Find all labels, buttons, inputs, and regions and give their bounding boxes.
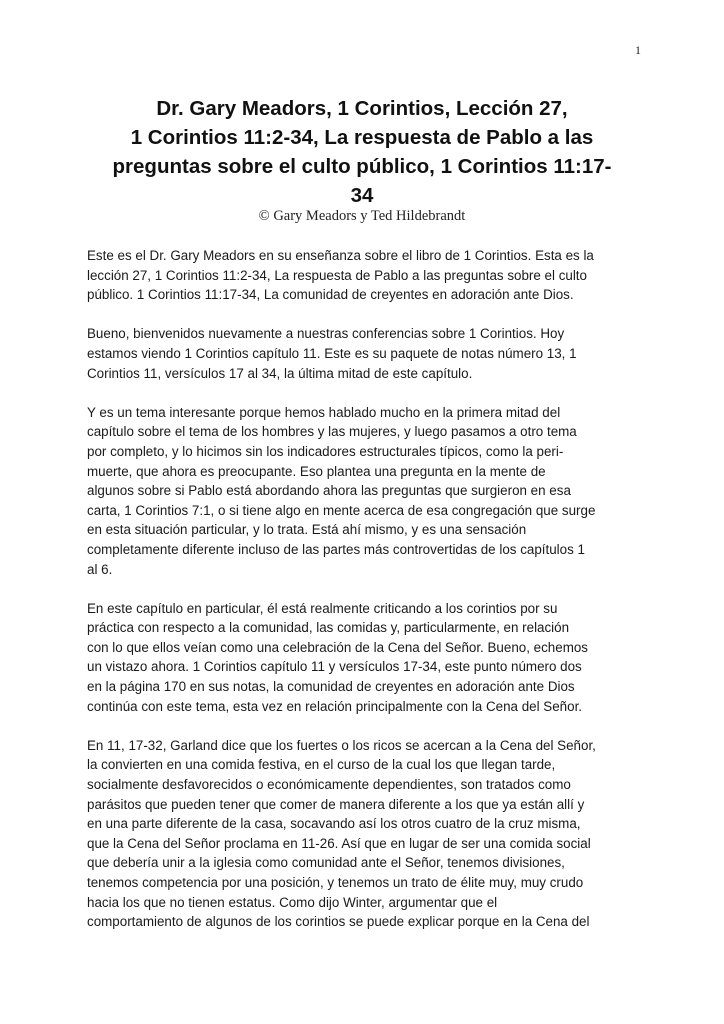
text-line: En este capítulo en particular, él está realmente criticando a los corintios por su: [87, 600, 558, 616]
text-line: que la Cena del Señor proclama en 11-26. Así que en lugar de ser una comida social: [87, 835, 591, 851]
paragraph-3: [87, 403, 643, 579]
text-line: con lo que ellos veían como una celebración de la Cena del Señor. Bueno, echemos: [87, 639, 588, 655]
text-line: en una parte diferente de la casa, socavando así los otros cuatro de la cruz misma,: [87, 816, 581, 832]
document-body: [87, 246, 643, 951]
text-line: muerte, que ahora es preocupante. Eso plantea una pregunta en la mente de: [87, 463, 546, 479]
text-line: en la página 170 en sus notas, la comunidad de creyentes en adoración ante Dios: [87, 679, 575, 695]
text-line: por completo, y lo hicimos sin los indicadores estructurales típicos, como la peri-: [87, 443, 564, 459]
text-line: público. 1 Corintios 11:17-34, La comunidad de creyentes en adoración ante Dios.: [87, 287, 574, 303]
text-line: Y es un tema interesante porque hemos hablado mucho en la primera mitad del: [87, 404, 561, 420]
text-line: estamos viendo 1 Corintios capítulo 11. Este es su paquete de notas número 13, 1: [87, 345, 577, 361]
text-line: tenemos competencia por una posición, y tenemos un trato de élite muy, muy crudo: [87, 875, 584, 890]
text-line: Corintios 11, versículos 17 al 34, la última mitad de este capítulo.: [87, 365, 473, 381]
text-line: Este es el Dr. Gary Meadors en su enseñanza sobre el libro de 1 Corintios. Esta es la: [87, 248, 594, 263]
text-line: En 11, 17-32, Garland dice que los fuertes o los ricos se acercan a la Cena del Señor,: [87, 737, 596, 753]
title-line: 34: [350, 184, 374, 207]
text-line: hacia los que no tienen estatus. Como dijo Winter, argumentar que el: [87, 894, 498, 910]
copyright-notice: © Gary Meadors y Ted Hildebrandt: [258, 208, 466, 224]
text-line: socialmente desfavorecidos o económicamente dependientes, son tratados como: [87, 777, 571, 793]
paragraph-2: [87, 324, 643, 383]
text-line: en esta situación particular, y lo trata. Está ahí mismo, y es una sensación: [87, 522, 527, 538]
title-line: Dr. Gary Meadors, 1 Corintios, Lección 27,: [156, 97, 568, 120]
text-line: lección 27, 1 Corintios 11:2-34, La respuesta de Pablo a las preguntas sobre el culto: [87, 267, 587, 283]
paragraph-5: [87, 736, 643, 932]
text-line: parásitos que pueden tener que comer de manera diferente a los que ya están allí y: [87, 796, 585, 812]
page-number: 1: [635, 43, 641, 57]
document-title: [86, 94, 638, 210]
paragraph-1: [87, 246, 643, 305]
title-line: preguntas sobre el culto público, 1 Corintios 11:17-: [112, 155, 612, 178]
text-line: capítulo sobre el tema de los hombres y las mujeres, y luego pasamos a otro tema: [87, 424, 577, 440]
text-line: algunos sobre si Pablo está abordando ahora las preguntas que surgieron en esa: [87, 483, 571, 499]
text-line: carta, 1 Corintios 7:1, o si tiene algo en mente acerca de esa congregación que surge: [87, 502, 596, 518]
text-line: que debería unir a la iglesia como comunidad ante el Señor, tenemos divisiones,: [87, 855, 565, 871]
paragraph-4: [87, 599, 643, 717]
text-line: comportamiento de algunos de los corintios se puede explicar porque en la Cena del: [87, 914, 590, 930]
text-line: un vistazo ahora. 1 Corintios capítulo 11 y versículos 17-34, este punto número dos: [87, 659, 582, 675]
text-line: al 6.: [87, 561, 113, 577]
text-line: completamente diferente incluso de las partes más controvertidas de los capítulos 1: [87, 541, 585, 557]
text-line: práctica con respecto a la comunidad, las comidas y, particularmente, en relación: [87, 620, 570, 636]
text-line: Bueno, bienvenidos nuevamente a nuestras conferencias sobre 1 Corintios. Hoy: [87, 326, 565, 342]
title-line: 1 Corintios 11:2-34, La respuesta de Pablo a las: [130, 126, 594, 149]
text-line: la convierten en una comida festiva, en el curso de la cual los que llegan tarde,: [87, 757, 556, 773]
text-line: continúa con este tema, esta vez en relación principalmente con la Cena del Señor.: [87, 698, 583, 714]
